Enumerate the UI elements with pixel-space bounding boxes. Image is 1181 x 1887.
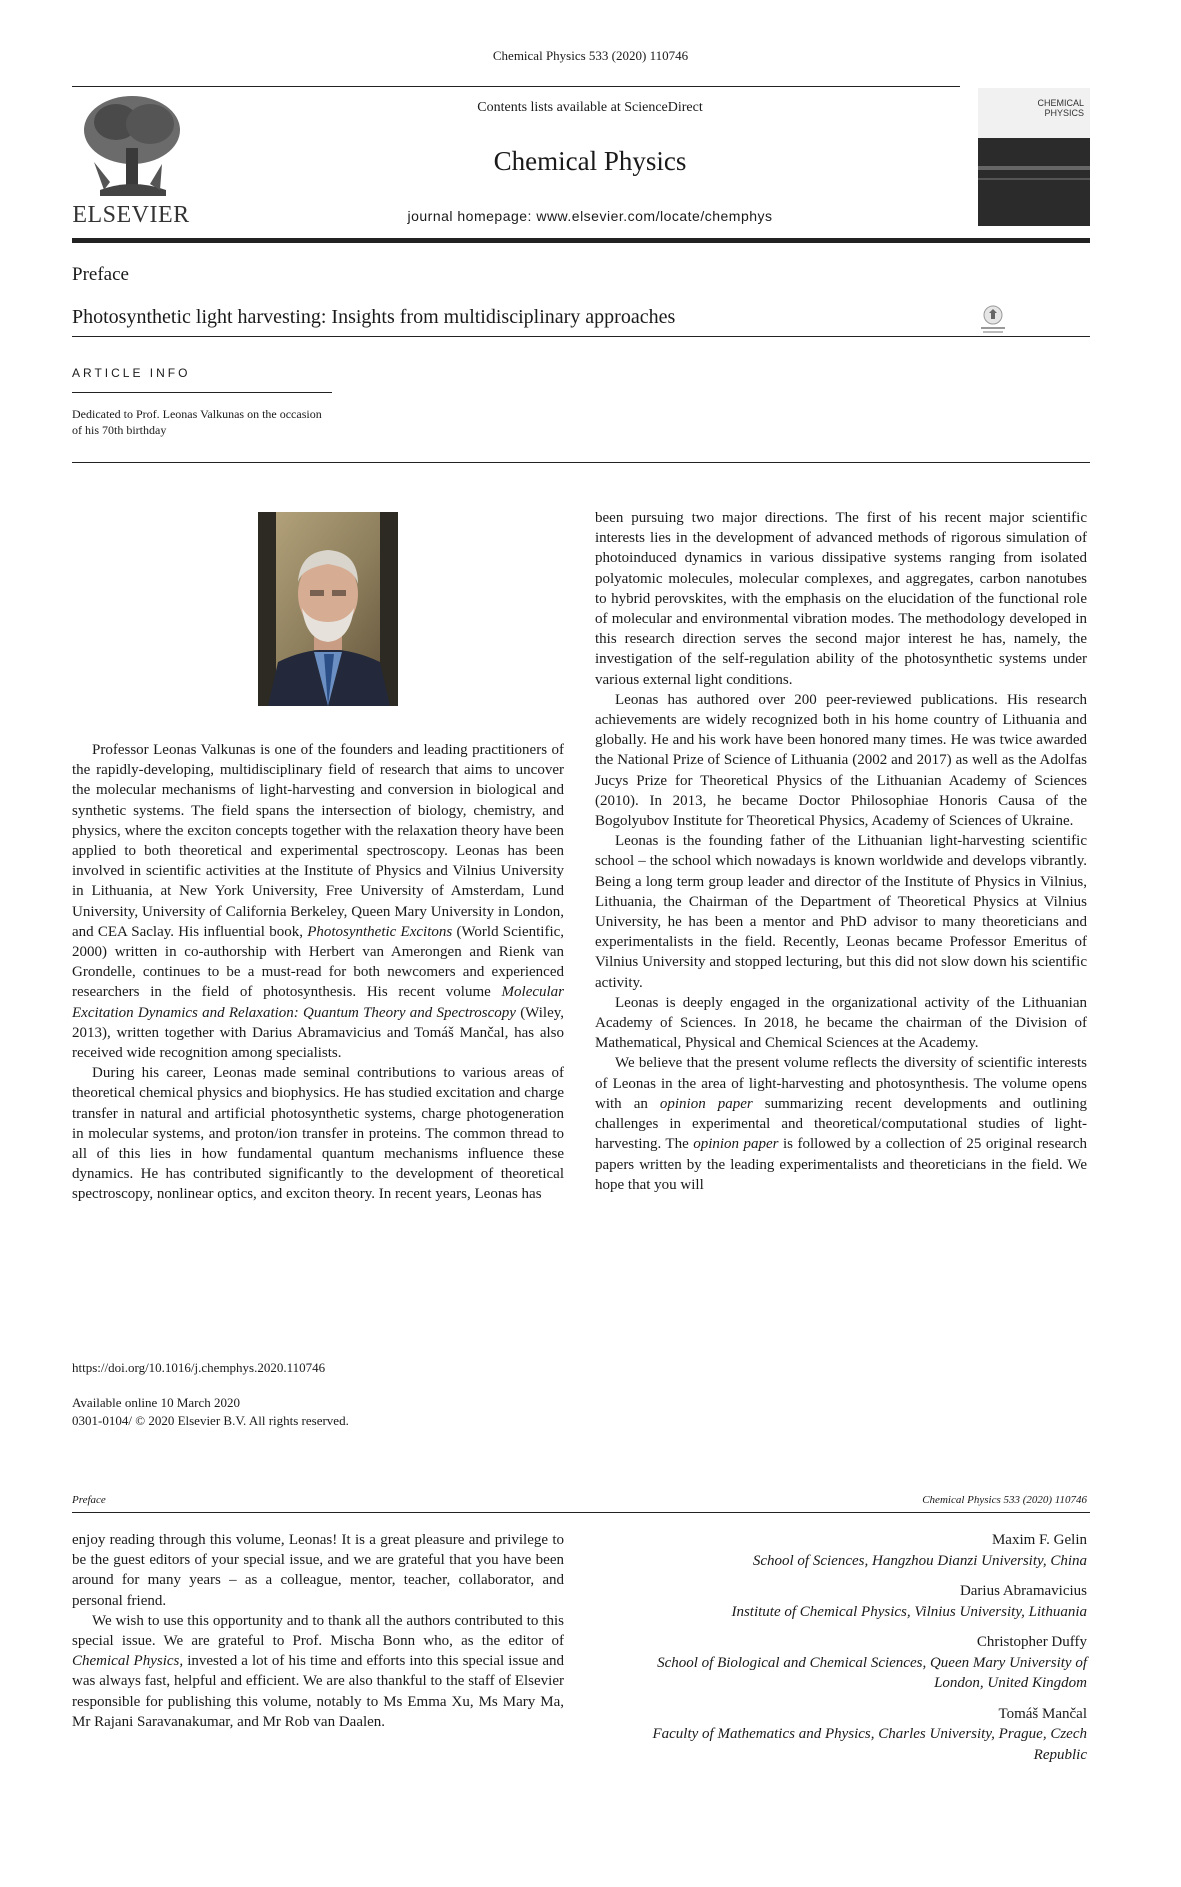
page2-body-column: [72, 1530, 564, 1732]
article-info-rule: [72, 392, 332, 393]
available-online: Available online 10 March 2020: [72, 1395, 240, 1410]
paragraph: enjoy reading through this volume, Leonas! It is a great pleasure and privilege to be the guest editors of your special issue, and we are grateful that you have been around for many years – as a colleague, mentor, teacher, collaborator, and personal friend.: [72, 1532, 564, 1609]
check-for-updates-button[interactable]: [972, 302, 1014, 336]
portrait-image: [258, 512, 398, 706]
journal-name: Chemical Physics,: [72, 1653, 184, 1670]
paragraph: Leonas is the founding father of the Lithuanian light-harvesting scientific school – the school which nowadays is known worldwide and develops vibrantly. Being a long term group leader and director of the Institute of Physics in Vilnius, Lithuania, the Chairman of the Department of Theoretical Physics at Vilnius University, he has been a mentor and PhD advisor to many theoreticians and experimentalists in the field. Recently, Leonas became Professor Emeritus of Vilnius University and stopped lecturing, but this did not slow down his scientific activity.: [595, 833, 1087, 991]
article-info-label: ARTICLE INFO: [72, 366, 191, 380]
copyright-line: 0301-0104/ © 2020 Elsevier B.V. All rights reserved.: [72, 1413, 349, 1428]
author-affiliation: Faculty of Mathematics and Physics, Charles University, Prague, Czech Republic: [652, 1726, 1087, 1763]
emphasis: opinion paper: [659, 1095, 753, 1112]
title-rule: [72, 336, 1090, 337]
author-block: [607, 1581, 1087, 1622]
publication-info: [72, 1394, 349, 1430]
cover-header: [978, 88, 1090, 138]
publisher-wordmark: ELSEVIER: [72, 202, 190, 228]
author-block: [607, 1632, 1087, 1694]
cover-band: [978, 166, 1090, 170]
paragraph-text: Professor Leonas Valkunas is one of the founders and leading practitioners of the rapidly-developing, multidisciplinary field of research that aims to uncover the molecular mechanisms of light-harvesting and conversion in biological and synthetic systems. The field spans the intersection of biology, chemistry, and physics, where the exciton concepts together with the relaxation theory have been applied to both theoretical and experimental spectroscopy. Leonas has been involved in scientific activities at the Institute of Physics and Vilnius University in Lithuania, at New York University, Free University of Amsterdam, Lund University, University of California Berkeley, Queen Mary University in London, and CEA Saclay. His influential book,: [72, 742, 564, 940]
body-column-right: [595, 508, 1087, 1195]
running-head-left: Preface: [72, 1494, 106, 1506]
journal-title: Chemical Physics: [493, 146, 687, 176]
author-affiliation: School of Sciences, Hangzhou Dianzi University, China: [752, 1552, 1087, 1569]
paragraph-text: (Wiley, 2013), written together with Darius Abramavicius and Tomáš Mančal, has also received wide recognition among specialists.: [72, 1004, 565, 1062]
paragraph-text: We believe that the present volume reflects the diversity of scientific interests of Leonas in the area of light-harvesting and photosynthesis. The volume opens with an: [595, 1055, 1087, 1112]
author-name: Darius Abramavicius: [959, 1583, 1087, 1599]
author-affiliation: School of Biological and Chemical Sciences, Queen Mary University of London, United Kingdom: [657, 1654, 1087, 1691]
portrait-photo: [258, 512, 398, 706]
cover-title-line2: PHYSICS: [1044, 108, 1084, 118]
journal-cover-thumbnail: [978, 88, 1090, 226]
cover-title-line1: CHEMICAL: [1037, 98, 1084, 108]
paragraph: [595, 1053, 1087, 1194]
author-name: Maxim F. Gelin: [991, 1532, 1087, 1548]
author-name: Tomáš Mančal: [998, 1705, 1087, 1722]
author-name: Christopher Duffy: [976, 1634, 1087, 1650]
paragraph-text: invested a lot of his time and efforts into this special issue and was always fast, helpful and efficient. We are also thankful to the staff of Elsevier responsible for publishing this volume, notably to Ms Emma Xu, Ms Mary Ma, Mr Rajani Saravanakumar, and Mr Rob van Daalen.: [72, 1653, 565, 1730]
paragraph: During his career, Leonas made seminal contributions to various areas of theoretical chemical physics and biophysics. He has studied excitation and charge transfer in natural and artificial photosynthetic systems, charge photogeneration in molecular systems, and proton/ion transfer in proteins. The common thread to all of this lies in how fundamental quantum mechanisms influence these dynamics. He has contributed significantly to the development of theoretical spectroscopy, nonlinear optics, and exciton theory. In recent years, Leonas has: [72, 1065, 564, 1203]
paragraph: been pursuing two major directions. The first of his recent major scientific interests lies in the development of advanced methods of rigorous simulation of photoinduced dynamics in various dissipative systems ranging from isolated polyatomic molecules, molecular complexes, and aggregates, carbon nanotubes to hybrid perovskites, with the emphasis on the elucidation of the functional role of molecular and environmental vibration modes. The methodology developed in this research direction serves the second major interest he has, namely, the investigation of the self-regulation ability of the photosynthetic systems under various external light conditions.: [595, 510, 1087, 688]
paragraph: [72, 1611, 564, 1732]
paragraph: Leonas is deeply engaged in the organizational activity of the Lithuanian Academy of Sciences. In 2018, he became the chairman of the Division of Mathematical, Physical and Chemical Sciences at the Academy.: [595, 994, 1087, 1052]
book-title: Molecular Excitation Dynamics and Relaxation: Quantum Theory and Spectroscopy: [72, 984, 565, 1021]
elsevier-tree-icon: [80, 92, 184, 198]
running-head-right: Chemical Physics 533 (2020) 110746: [922, 1494, 1087, 1506]
crossmark-icon: [972, 302, 1014, 336]
body-column-left: [72, 740, 564, 1205]
paragraph-text: is followed by a collection of 25 original research papers written by the leading experimentalists and theoreticians in the field. We hope that you will: [595, 1136, 1087, 1193]
header-rule-thick: [72, 238, 1090, 243]
author-block: [607, 1704, 1087, 1766]
paragraph: Leonas has authored over 200 peer-reviewed publications. His research achievements are widely recognized both in his home country of Lithuania and globally. He and his work have been honored many times. He was twice awarded the National Prize of Science of Lithuania (2002 and 2017) as well as the Adolfas Jucys Prize for Theoretical Physics of the Lithuanian Academy of Sciences (2010). In 2013, he became Doctor Philosophiae Honoris Causa of the Bogolyubov Institute for Theoretical Physics, Academy of Sciences of Ukraine.: [595, 691, 1087, 830]
book-title: Photosynthetic Excitons: [307, 923, 453, 940]
cover-band-2: [978, 178, 1090, 180]
author-list: [607, 1530, 1087, 1765]
page2-rule: [72, 1512, 1090, 1513]
author-block: [607, 1530, 1087, 1571]
contents-line: Contents lists available at ScienceDirect: [477, 100, 703, 115]
header-rule-top: [72, 86, 960, 87]
section-label: Preface: [72, 264, 129, 285]
cover-title: [1037, 98, 1084, 118]
elsevier-logo: [72, 92, 190, 232]
article-info-bottom-rule: [72, 462, 1090, 463]
emphasis: opinion paper: [693, 1136, 779, 1153]
paragraph-text: summarizing recent developments and outlining challenges in experimental and theoretical/computational studies of light-harvesting. The: [595, 1095, 1087, 1153]
journal-reference: Chemical Physics 533 (2020) 110746: [492, 48, 689, 63]
paragraph-text: We wish to use this opportunity and to thank all the authors contributed to this special issue. We are grateful to Prof. Mischa Bonn who, as the editor of: [72, 1612, 564, 1650]
author-affiliation: Institute of Chemical Physics, Vilnius University, Lithuania: [731, 1603, 1087, 1620]
paragraph: [72, 740, 564, 1063]
doi-link[interactable]: https://doi.org/10.1016/j.chemphys.2020.110746: [72, 1360, 326, 1375]
article-title: Photosynthetic light harvesting: Insights from multidisciplinary approaches: [72, 306, 676, 328]
journal-homepage-link[interactable]: journal homepage: www.elsevier.com/locate/chemphys: [407, 208, 773, 224]
paragraph-text: (World Scientific, 2000) written in co-authorship with Herbert van Amerongen and Rienk van Grondelle, continues to be a must-read for both newcomers and experienced researchers in the field of photosynthesis. His recent volume: [72, 923, 565, 1001]
dedication-note: Dedicated to Prof. Leonas Valkunas on the occasion of his 70th birthday: [72, 407, 322, 437]
